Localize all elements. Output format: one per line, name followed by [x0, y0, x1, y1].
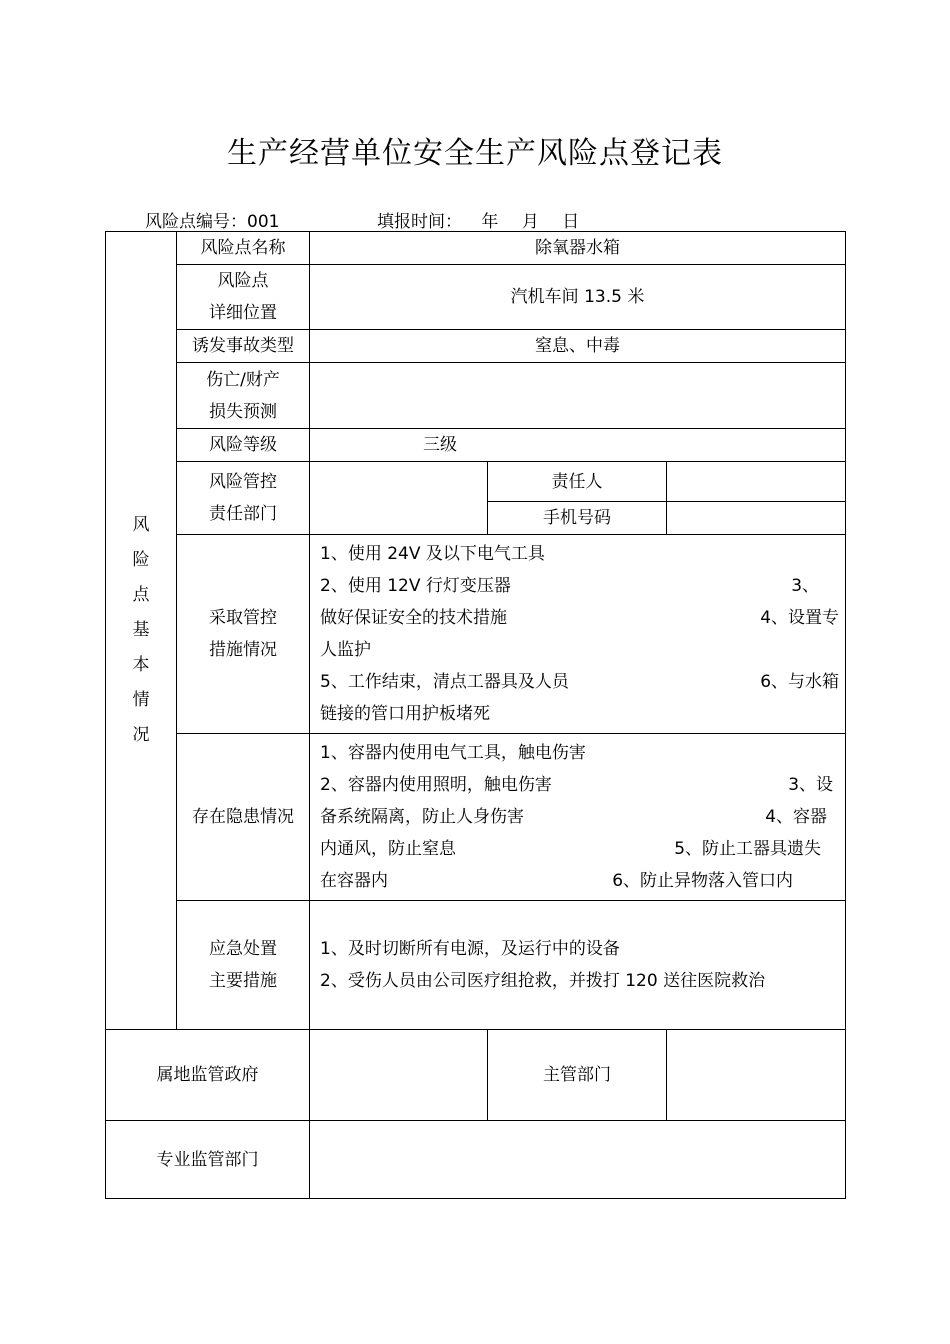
responsible-person-label: 责任人	[488, 462, 667, 502]
measure-line: 做好保证安全的技术措施 4、设置专	[320, 608, 840, 628]
accident-type-label: 诱发事故类型	[177, 330, 310, 363]
hazards-label: 存在隐患情况	[177, 734, 310, 901]
local-gov-value	[310, 1030, 488, 1121]
year-label: 年	[481, 212, 499, 232]
hazard-line: 备系统隔离，防止人身伤害 4、容器	[320, 807, 828, 827]
responsible-person-value	[667, 462, 846, 502]
day-label: 日	[562, 212, 580, 232]
table-row-accident-type	[106, 330, 846, 363]
emergency-label: 应急处置 主要措施	[177, 901, 310, 1030]
table-row-emergency	[106, 901, 846, 1030]
loss-value	[310, 363, 846, 429]
emergency-line: 1、及时切断所有电源，及运行中的设备	[320, 939, 620, 959]
table-row-level	[106, 429, 846, 462]
table-row-loss	[106, 363, 846, 429]
dept-value	[310, 462, 488, 535]
month-label: 月	[521, 212, 539, 232]
accident-type-value: 窒息、中毒	[310, 330, 846, 363]
hazard-line: 2、容器内使用照明，触电伤害 3、设	[320, 775, 834, 795]
risk-name-label: 风险点名称	[177, 232, 310, 265]
risk-number-value: 001	[247, 212, 280, 232]
fill-time-label: 填报时间：	[377, 212, 462, 232]
measures-label: 采取管控 措施情况	[177, 535, 310, 734]
table-row-professional-dept	[106, 1121, 846, 1199]
location-label: 风险点 详细位置	[177, 265, 310, 330]
professional-dept-label: 专业监管部门	[106, 1121, 310, 1199]
hazards-value	[310, 734, 846, 901]
hazard-line: 内通风，防止窒息 5、防止工器具遗失	[320, 839, 822, 859]
table-row-local-gov	[106, 1030, 846, 1121]
phone-value	[667, 502, 846, 535]
location-value: 汽机车间 13.5 米	[310, 265, 846, 330]
dept-label: 风险管控 责任部门	[177, 462, 310, 535]
local-gov-label: 属地监管政府	[106, 1030, 310, 1121]
competent-dept-value	[667, 1030, 846, 1121]
emergency-value	[310, 901, 846, 1030]
loss-label: 伤亡/财产 损失预测	[177, 363, 310, 429]
measure-line: 人监护	[320, 640, 371, 660]
professional-dept-value	[310, 1121, 846, 1199]
page-title: 生产经营单位安全生产风险点登记表	[227, 136, 723, 171]
risk-level-label: 风险等级	[177, 429, 310, 462]
risk-level-value: 三级	[310, 429, 846, 462]
measure-line: 5、工作结束，清点工器具及人员 6、与水箱	[320, 672, 840, 692]
risk-number-label: 风险点编号：	[145, 212, 247, 232]
table-row-dept	[106, 462, 846, 502]
measure-line: 链接的管口用护板堵死	[320, 704, 490, 724]
phone-label: 手机号码	[488, 502, 667, 535]
fill-time	[377, 207, 579, 232]
table-row-measures	[106, 535, 846, 734]
table-row-name	[106, 232, 846, 265]
hazard-line: 在容器内 6、防止异物落入管口内	[320, 871, 794, 891]
measure-line: 1、使用 24V 及以下电气工具	[320, 544, 545, 564]
measure-line: 2、使用 12V 行灯变压器 3、	[320, 576, 820, 596]
risk-register-table	[105, 231, 846, 1199]
risk-number	[145, 207, 279, 232]
competent-dept-label: 主管部门	[488, 1030, 667, 1121]
measures-value	[310, 535, 846, 734]
hazard-line: 1、容器内使用电气工具，触电伤害	[320, 743, 586, 763]
emergency-line: 2、受伤人员由公司医疗组抢救，并拨打 120 送往医院救治	[320, 971, 766, 991]
risk-name-value: 除氧器水箱	[310, 232, 846, 265]
section-label: 风 险 点 基 本 情 况	[106, 232, 177, 1030]
table-row-hazards	[106, 734, 846, 901]
table-row-location	[106, 265, 846, 330]
